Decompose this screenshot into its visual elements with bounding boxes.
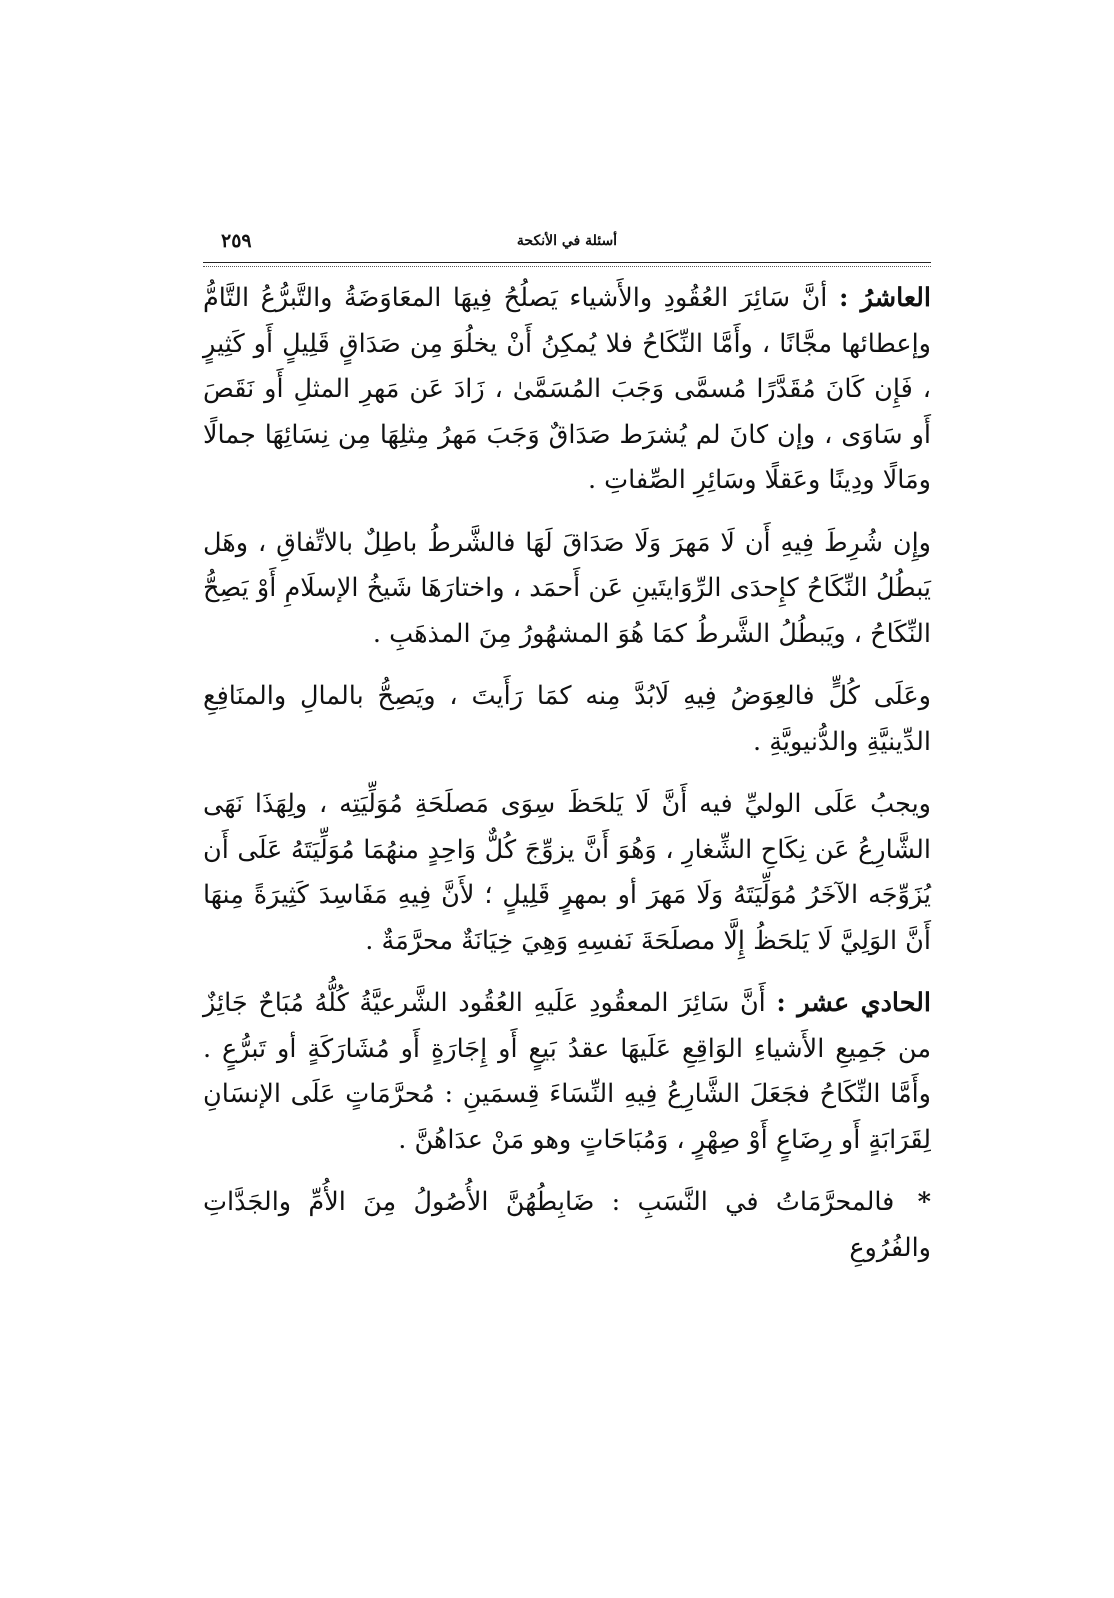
paragraph-text: ويجبُ عَلَى الوليِّ فيه أَنَّ لَا يَلحَظَ سِوَى مَصلَحَةِ مُوَلِّيَتِه ، ولِهَذَا نَهَى الشَّارِعُ عَن نِكَاحِ الشِّغارِ ، وَهُوَ أَنَّ يزوِّجَ كُلٌّ وَاحِدٍ منهُمَا مُوَلِّيَتَهُ عَلَى أَن يُزَوِّجَه الآخَرُ مُوَلِّيَتَهُ وَلَا مَهرَ أو بمهرٍ قَلِيلٍ ؛ لأَنَّ فِيهِ مَفَاسِدَ كَثِيرَةً مِنهَا أَنَّ الوَلِيَّ لَا يَلحَظُ إِلَّا مصلَحَةَ نَفسِهِ وَهِيَ خِيَانَةٌ محرَّمَةٌ . — [203, 789, 931, 956]
page-number: ٢٥٩ — [221, 230, 252, 252]
header-rule — [203, 262, 931, 263]
paragraph-prohibited-lineage — [203, 1180, 931, 1271]
paragraph-text: وإِن شُرِطَ فِيهِ أَن لَا مَهرَ وَلَا صَدَاقَ لَهَا فالشَّرطُ باطِلٌ بالاتِّفاقِ ، وهَل يَبطُلُ النِّكَاحُ كإِحدَى الرِّوَايتَينِ عَن أَحمَد ، واختارَهَا شَيخُ الإسلَامِ أَوْ يَصِحُّ النِّكَاحُ ، ويَبطُلُ الشَّرطُ كمَا هُوَ المشهُورُ مِنَ المذهَبِ . — [203, 527, 931, 649]
paragraph-text: وعَلَى كُلٍّ فالعِوَضُ فِيهِ لَابُدَّ مِنه كمَا رَأَيتَ ، ويَصِحُّ بالمالِ والمنَافِعِ الدِّينيَّةِ والدُّنيويَّةِ . — [203, 681, 931, 757]
paragraph-guardian — [203, 782, 931, 964]
paragraph-condition — [203, 521, 931, 658]
page-header — [203, 226, 931, 262]
asterisk-marker: * — [917, 1187, 931, 1217]
header-rule-dotted — [203, 266, 931, 267]
paragraph-text: أنَّ سَائِرَ العُقُودِ والأَشياء يَصلُحُ فِيهَا المعَاوَضَةُ والتَّبرُّعُ التَّامُّ وإعطائها مجَّانًا ، وأَمَّا النِّكَاحُ فلا يُمكِنُ أَنْ يخلُوَ مِن صَدَاقٍ قَلِيلٍ أَو كَثِيرٍ ، فَإِن كَانَ مُقَدَّرًا مُسمَّى وَجَبَ المُسَمَّىٰ ، زَادَ عَن مَهرِ المثلِ أَو نَقَصَ أَو سَاوَى ، وإن كانَ لم يُشرَط صَدَاقٌ وَجَبَ مَهرُ مِثلِهَا مِن نِسَائِهَا جمالًا ومَالًا ودِينًا وعَقلًا وسَائِرِ الصِّفاتِ . — [203, 283, 931, 495]
paragraph-tenth — [203, 276, 931, 504]
paragraph-text: أَنَّ سَائِرَ المعقُودِ عَلَيهِ العُقُود الشَّرعيَّةُ كُلُّهُ مُبَاحٌ جَائِزٌ من جَمِيعِ الأَشياءِ الوَاقِعِ عَلَيهَا عقدُ بَيعٍ أَو إِجَارَةٍ أَو مُشَارَكَةٍ أو تَبرُّعٍ . وأَمَّا النِّكَاحُ فجَعَلَ الشَّارِعُ فِيهِ النِّسَاءَ قِسمَينِ : مُحرَّمَاتٍ عَلَى الإنسَانِ لِقَرَابَةٍ أَو رِضَاعٍ أَوْ صِهْرٍ ، وَمُبَاحَاتٍ وهو مَنْ عدَاهُنَّ . — [203, 988, 932, 1155]
paragraph-compensation — [203, 674, 931, 765]
paragraph-heading: العاشرُ : — [838, 283, 932, 313]
paragraph-eleventh — [203, 981, 931, 1163]
running-title: أسئلة في الأنكحة — [516, 233, 618, 249]
paragraph-text: فالمحرَّمَاتُ في النَّسَبِ : ضَابِطُهُنَّ الأُصُولُ مِنَ الأُمِّ والجَدَّاتِ والفُرُوعِ — [203, 1187, 931, 1263]
body-text — [203, 276, 931, 1288]
paragraph-heading: الحادي عشر : — [776, 988, 932, 1018]
